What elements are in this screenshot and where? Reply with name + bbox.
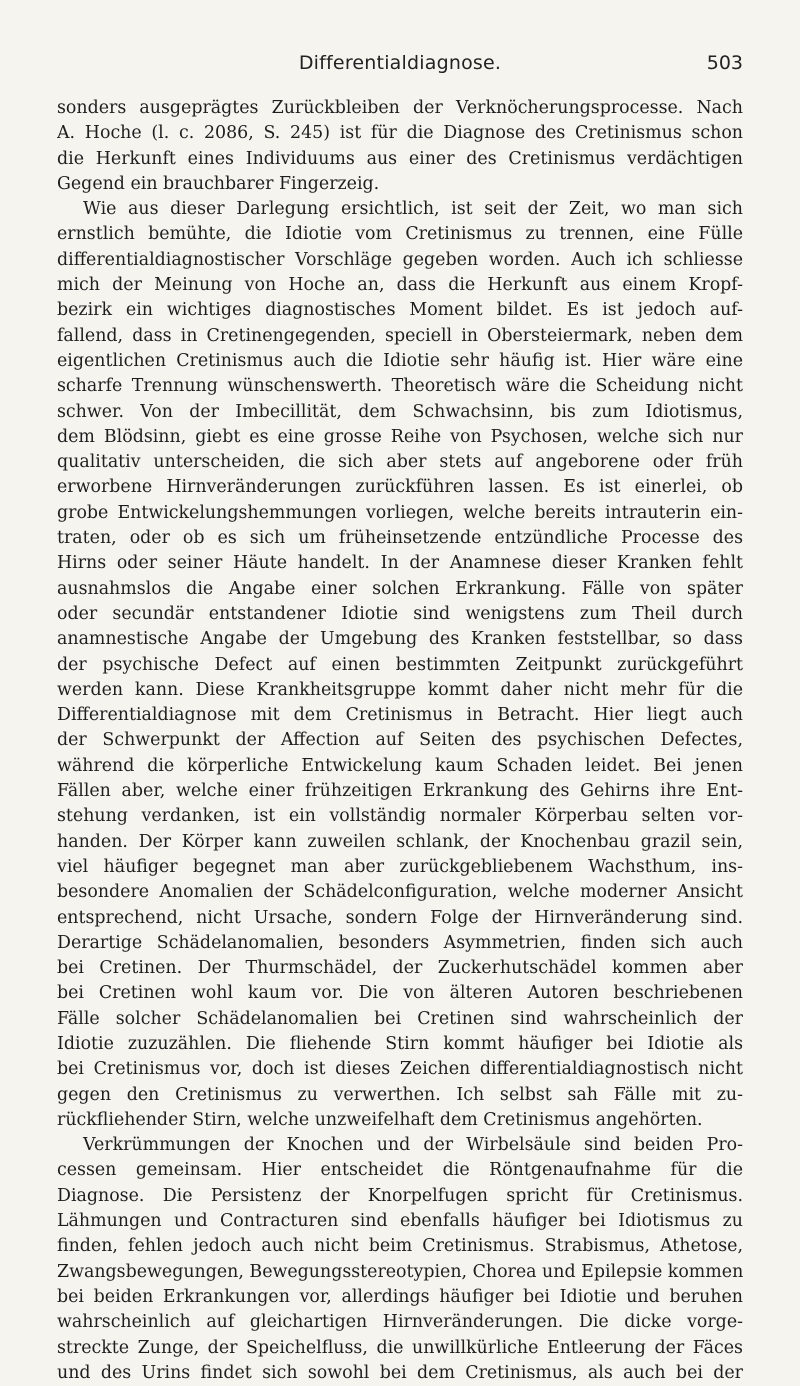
text-line: werden kann. Diese Krankheitsgruppe kommt daher nicht mehr für die xyxy=(57,679,743,700)
text-line: bei beiden Erkrankungen vor, allerdings häufiger bei Idiotie und beruhen xyxy=(57,1286,743,1307)
text-line: Gegend ein brauchbarer Fingerzeig. xyxy=(57,173,380,194)
text-line: bei Cretinismus vor, doch ist dieses Zeichen differentialdiagnostisch nicht xyxy=(57,1059,743,1080)
page-header xyxy=(57,52,743,96)
text-line: Differentialdiagnose mit dem Cretinismus in Betracht. Hier liegt auch xyxy=(57,705,743,726)
running-title: Differentialdiagnose. xyxy=(298,52,502,74)
text-line: Fällen aber, welche einer frühzeitigen Erkrankung des Gehirns ihre Ent- xyxy=(57,781,743,802)
text-line: oder secundär entstandener Idiotie sind wenigstens zum Theil durch xyxy=(57,603,743,624)
text-line: und des Urins findet sich sowohl bei dem Cretinismus, als auch bei der xyxy=(57,1362,743,1383)
text-line: besondere Anomalien der Schädelconfiguration, welche moderner Ansicht xyxy=(57,882,743,903)
text-line: anamnestische Angabe der Umgebung des Kranken feststellbar, so dass xyxy=(57,629,743,650)
text-line: dem Blödsinn, giebt es eine grosse Reihe von Psychosen, welche sich nur xyxy=(57,426,743,447)
text-line: stehung verdanken, ist ein vollständig normaler Körperbau selten vor- xyxy=(57,806,743,827)
text-line: erworbene Hirnveränderungen zurückführen lassen. Es ist einerlei, ob xyxy=(57,477,743,498)
text-line: bezirk ein wichtiges diagnostisches Moment bildet. Es ist jedoch auf- xyxy=(57,300,743,321)
text-line: Diagnose. Die Persistenz der Knorpelfugen spricht für Cretinismus. xyxy=(57,1185,743,1206)
text-line: fallend, dass in Cretinengegenden, speciell in Obersteiermark, neben dem xyxy=(57,325,743,346)
text-line: viel häufiger begegnet man aber zurückgebliebenem Wachsthum, ins- xyxy=(57,856,743,877)
text-line: differentialdiagnostischer Vorschläge gegeben worden. Auch ich schliesse xyxy=(57,249,743,270)
text-line: scharfe Trennung wünschenswerth. Theoretisch wäre die Scheidung nicht xyxy=(57,376,743,397)
text-line: streckte Zunge, der Speichelfluss, die unwillkürliche Entleerung der Fäces xyxy=(57,1337,743,1358)
text-line: Derartige Schädelanomalien, besonders Asymmetrien, finden sich auch xyxy=(57,932,743,953)
text-line: traten, oder ob es sich um früheinsetzende entzündliche Processe des xyxy=(57,528,743,549)
text-line: schwer. Von der Imbecillität, dem Schwachsinn, bis zum Idiotismus, xyxy=(57,401,743,422)
text-line: gegen den Cretinismus zu verwerthen. Ich selbst sah Fälle mit zu- xyxy=(57,1084,743,1105)
text-line: wahrscheinlich auf gleichartigen Hirnveränderungen. Die dicke vorge- xyxy=(57,1312,743,1333)
text-line: ernstlich bemühte, die Idiotie vom Cretinismus zu trennen, eine Fülle xyxy=(57,224,743,245)
body-text xyxy=(57,96,743,1386)
text-line: Fälle solcher Schädelanomalien bei Cretinen sind wahrscheinlich der xyxy=(57,1008,743,1029)
text-line: eigentlichen Cretinismus auch die Idiotie sehr häufig ist. Hier wäre eine xyxy=(57,350,743,371)
text-line: Hirns oder seiner Häute handelt. In der Anamnese dieser Kranken fehlt xyxy=(57,553,743,574)
text-line: bei Cretinen wohl kaum vor. Die von älteren Autoren beschriebenen xyxy=(57,983,743,1004)
text-line: A. Hoche (l. c. 2086, S. 245) ist für die Diagnose des Cretinismus schon xyxy=(57,123,743,144)
text-line: Idiotie zuzuzählen. Die fliehende Stirn kommt häufiger bei Idiotie als xyxy=(57,1033,743,1054)
text-line: der Schwerpunkt der Affection auf Seiten des psychischen Defectes, xyxy=(57,730,743,751)
text-line: der psychische Defect auf einen bestimmten Zeitpunkt zurückgeführt xyxy=(57,654,743,675)
text-line: entsprechend, nicht Ursache, sondern Folge der Hirnveränderung sind. xyxy=(57,907,743,928)
text-line: ausnahmslos die Angabe einer solchen Erkrankung. Fälle von später xyxy=(57,578,743,599)
text-line: Lähmungen und Contracturen sind ebenfalls häufiger bei Idiotismus zu xyxy=(57,1211,743,1232)
text-line: handen. Der Körper kann zuweilen schlank, der Knochenbau grazil sein, xyxy=(57,831,743,852)
text-line: cessen gemeinsam. Hier entscheidet die Röntgenaufnahme für die xyxy=(57,1160,743,1181)
page-number: 503 xyxy=(706,52,743,74)
text-line: grobe Entwickelungshemmungen vorliegen, welche bereits intrauterin ein- xyxy=(57,502,743,523)
text-line: Zwangsbewegungen, Bewegungsstereotypien, Chorea und Epilepsie kommen xyxy=(57,1261,743,1282)
text-line: bei Cretinen. Der Thurmschädel, der Zuckerhutschädel kommen aber xyxy=(57,958,743,979)
text-line: während die körperliche Entwickelung kaum Schaden leidet. Bei jenen xyxy=(57,755,743,776)
text-line: qualitativ unterscheiden, die sich aber stets auf angeborene oder früh xyxy=(57,452,743,473)
text-line: rückfliehender Stirn, welche unzweifelhaft dem Cretinismus angehörten. xyxy=(57,1109,703,1130)
text-line: Wie aus dieser Darlegung ersichtlich, ist seit der Zeit, wo man sich xyxy=(83,199,743,220)
text-line: Verkrümmungen der Knochen und der Wirbelsäule sind beiden Pro- xyxy=(83,1135,743,1156)
text-line: sonders ausgeprägtes Zurückbleiben der Verknöcherungsprocesse. Nach xyxy=(57,98,743,118)
text-line: finden, fehlen jedoch auch nicht beim Cretinismus. Strabismus, Athetose, xyxy=(57,1236,743,1257)
text-line: mich der Meinung von Hoche an, dass die Herkunft aus einem Kropf- xyxy=(57,275,743,296)
text-line: die Herkunft eines Individuums aus einer des Cretinismus verdächtigen xyxy=(57,148,743,169)
